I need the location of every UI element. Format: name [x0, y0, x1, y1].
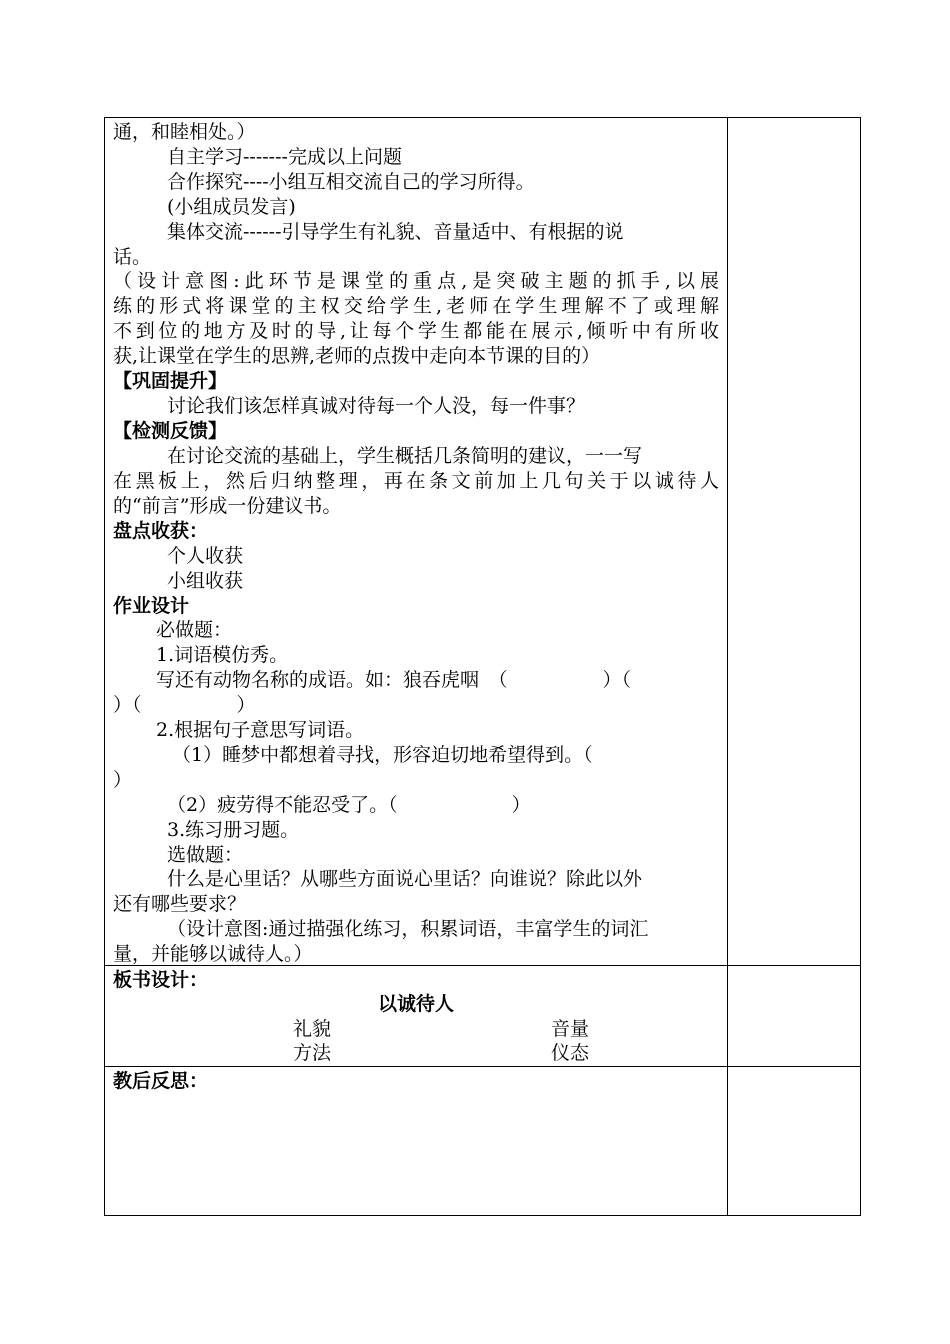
text-line: ）（ ） — [113, 694, 256, 716]
text-line: 在黑板上，然后归纳整理，再在条文前加上几句关于以诚待人 — [113, 470, 719, 492]
text-line: (小组成员发言) — [167, 196, 296, 218]
text-line: 通，和睦相处。） — [113, 121, 256, 143]
text-line: （1）睡梦中都想着寻找，形容迫切地希望得到。（ — [172, 744, 593, 766]
heading-homework: 作业设计 — [113, 595, 190, 617]
column-divider — [727, 118, 728, 1215]
text-line: 的“前言”形成一份建议书。 — [113, 495, 342, 517]
text-line: 必做题： — [156, 619, 233, 641]
board-title: 以诚待人 — [377, 993, 454, 1015]
reflection-heading: 教后反思： — [113, 1070, 209, 1092]
text-line: （设计意图:此环节是课堂的重点,是突破主题的抓手,以展 — [113, 270, 719, 292]
text-line: 练的形式将课堂的主权交给学生,老师在学生理解不了或理解 — [113, 295, 719, 317]
text-line: 选做题： — [167, 844, 244, 866]
text-line: 讨论我们该怎样真诚对待每一个人没，每一件事？ — [167, 395, 586, 417]
text-line: （2）疲劳得不能忍受了。（ ） — [167, 794, 531, 816]
text-line: 写还有动物名称的成语。如：狼吞虎咽 （ ）（ — [156, 669, 632, 691]
text-line: ） — [113, 769, 133, 791]
lesson-plan-table — [104, 117, 861, 1216]
heading-feedback: 【检测反馈】 — [113, 420, 228, 442]
text-line: 个人收获 — [167, 545, 244, 567]
text-line: 话。 — [113, 246, 152, 268]
row-divider-reflection — [105, 1066, 860, 1067]
board-design-heading: 板书设计： — [113, 969, 209, 991]
text-line: 合作探究----小组互相交流自己的学习所得。 — [167, 171, 535, 193]
text-line: 3.练习册习题。 — [167, 819, 300, 841]
heading-harvest: 盘点收获： — [113, 520, 209, 542]
text-line: 自主学习-------完成以上问题 — [167, 146, 402, 168]
text-line: 获,让课堂在学生的思辨,老师的点拨中走向本节课的目的） — [113, 345, 601, 367]
text-line: 还有哪些要求？ — [113, 893, 247, 915]
text-line: （设计意图:通过描强化练习，积累词语，丰富学生的词汇 — [167, 918, 649, 940]
text-line: 量，并能够以诚待人。） — [113, 943, 313, 965]
text-line: 1.词语模仿秀。 — [156, 644, 289, 666]
board-item: 音量 — [551, 1018, 590, 1040]
text-line: 2.根据句子意思写词语。 — [156, 719, 365, 741]
text-line: 什么是心里话？从哪些方面说心里话？向谁说？除此以外 — [167, 868, 643, 890]
board-item: 仪态 — [551, 1042, 590, 1064]
heading-consolidate: 【巩固提升】 — [113, 370, 228, 392]
board-item: 方法 — [293, 1042, 332, 1064]
text-line: 集体交流------引导学生有礼貌、音量适中、有根据的说 — [167, 221, 624, 243]
text-line: 不到位的地方及时的导,让每个学生都能在展示,倾听中有所收 — [113, 320, 719, 342]
text-line: 小组收获 — [167, 570, 244, 592]
text-line: 在讨论交流的基础上，学生概括几条简明的建议，一一写 — [167, 445, 643, 467]
board-item: 礼貌 — [293, 1018, 332, 1040]
